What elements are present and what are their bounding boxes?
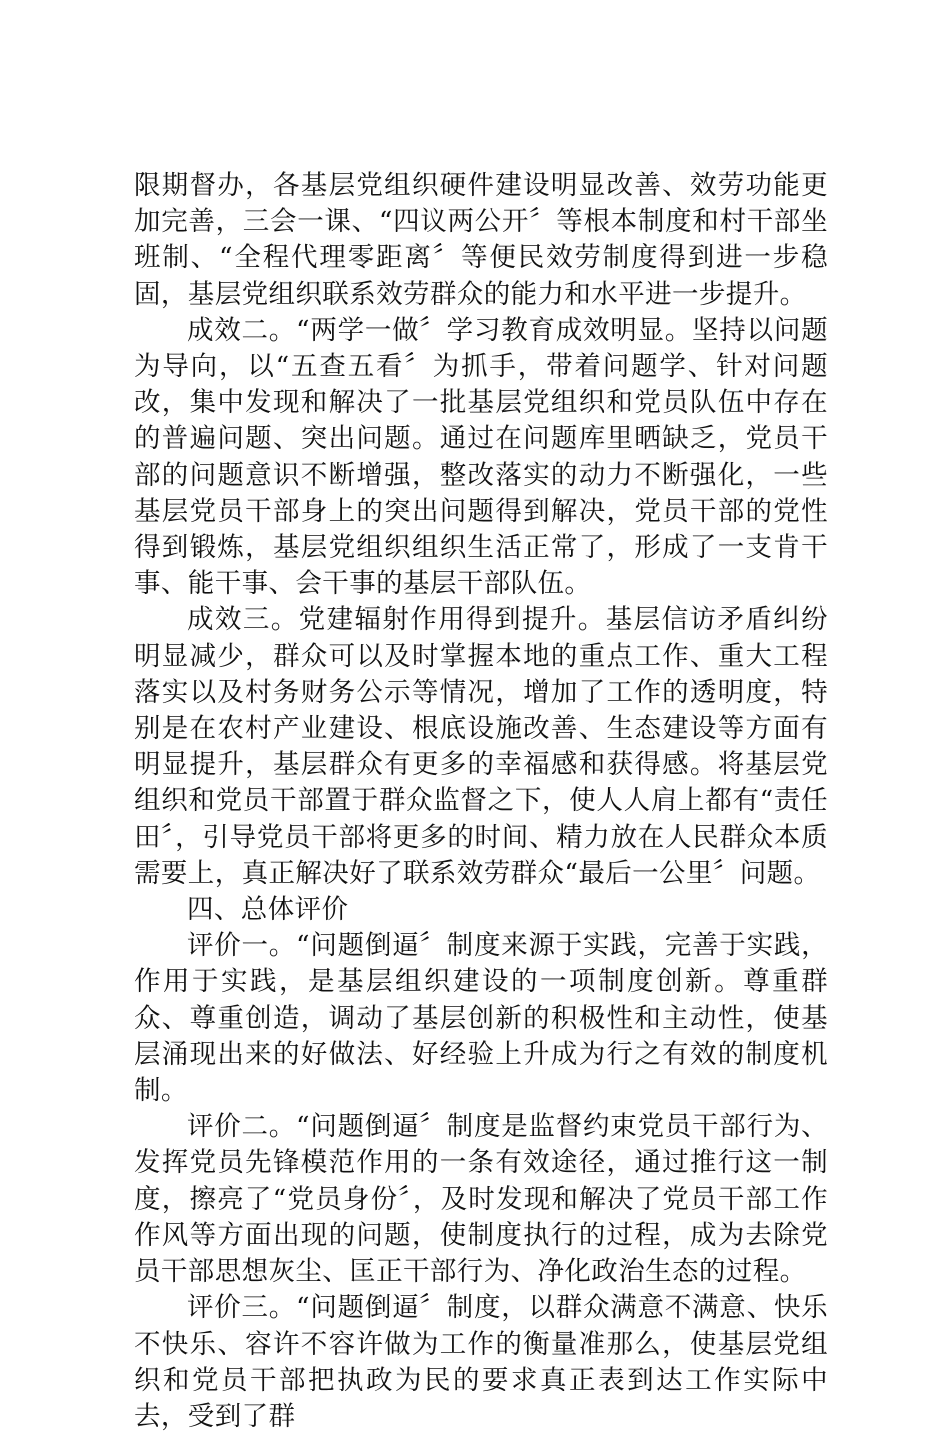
document-body	[134, 168, 828, 1435]
paragraph-result-two: 成效二。“两学一做〞学习教育成效明显。坚持以问题为导向，以“五查五看〞为抓手，带着问题学、针对问题改，集中发现和解决了一批基层党组织和党员队伍中存在的普遍问题、突出问题。通过在问题库里晒缺乏，党员干部的问题意识不断增强，整改落实的动力不断强化，一些基层党员干部身上的突出问题得到解决，党员干部的党性得到锻炼，基层党组织组织生活正常了，形成了一支肯干事、能干事、会干事的基层干部队伍。	[134, 314, 828, 600]
paragraph-continuation: 限期督办，各基层党组织硬件建设明显改善、效劳功能更加完善，三会一课、“四议两公开〞等根本制度和村干部坐班制、“全程代理零距离〞等便民效劳制度得到进一步稳固，基层党组织联系效劳群众的能力和水平进一步提升。	[134, 170, 828, 310]
section-heading-overall-evaluation: 四、总体评价	[187, 894, 349, 926]
paragraph-result-three: 成效三。党建辐射作用得到提升。基层信访矛盾纠纷明显减少，群众可以及时掌握本地的重点工作、重大工程落实以及村务财务公示等情况，增加了工作的透明度，特别是在农村产业建设、根底设施改善、生态建设等方面有明显提升，基层群众有更多的幸福感和获得感。将基层党组织和党员干部置于群众监督之下，使人人肩上都有“责任田〞，引导党员干部将更多的时间、精力放在人民群众本质需要上，真正解决好了联系效劳群众“最后一公里〞问题。	[134, 604, 828, 889]
paragraph-evaluation-one: 评价一。“问题倒逼〞制度来源于实践，完善于实践，作用于实践，是基层组织建设的一项制度创新。尊重群众、尊重创造，调动了基层创新的积极性和主动性，使基层涌现出来的好做法、好经验上升成为行之有效的制度机制。	[134, 930, 828, 1107]
paragraph-evaluation-two: 评价二。“问题倒逼〞制度是监督约束党员干部行为、发挥党员先锋模范作用的一条有效途径，通过推行这一制度，擦亮了“党员身份〞，及时发现和解决了党员干部工作作风等方面出现的问题，使制度执行的过程，成为去除党员干部思想灰尘、匡正干部行为、净化政治生态的过程。	[134, 1111, 828, 1288]
paragraph-evaluation-three: 评价三。“问题倒逼〞制度，以群众满意不满意、快乐不快乐、容许不容许做为工作的衡量准那么，使基层党组织和党员干部把执政为民的要求真正表到达工作实际中去，受到了群	[134, 1292, 828, 1432]
